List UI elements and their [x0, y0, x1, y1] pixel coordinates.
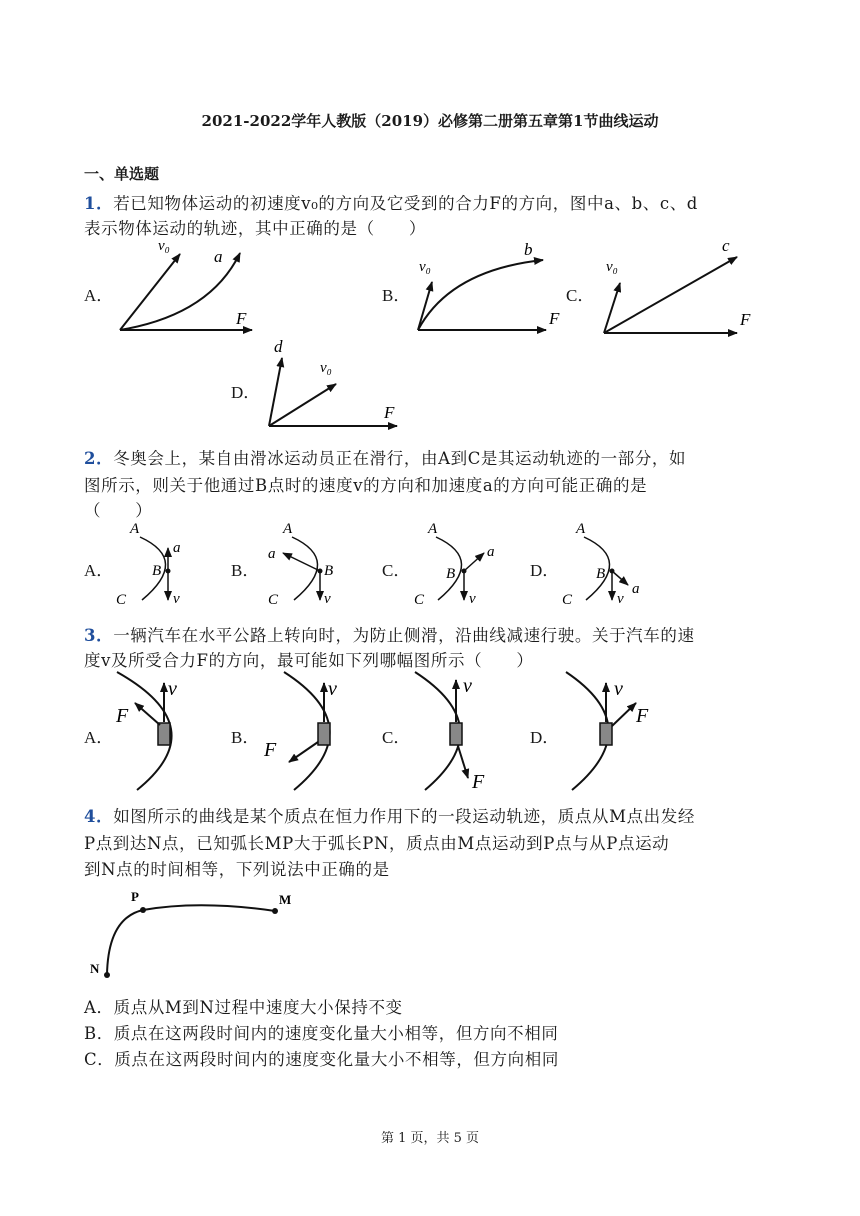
q2-b-a-label: a — [268, 546, 276, 562]
q2-option-b-label: B． — [231, 561, 260, 580]
q3-figure-a — [117, 672, 172, 790]
q3-option-d-label: D． — [530, 728, 560, 747]
q2-d-C-label: C — [562, 592, 573, 608]
q2-d-v-label: v — [617, 591, 624, 607]
q2-a-v-label: v — [173, 591, 180, 607]
q2-option-a-label: A． — [84, 561, 114, 580]
q2-text-line1: 冬奥会上，某自由滑冰运动员正在滑行，由A到C是其运动轨迹的一部分，如 — [113, 449, 687, 468]
q4-line1 — [84, 803, 695, 827]
q3-c-v-label: v — [463, 675, 472, 697]
q3-text-line1: 一辆汽车在水平公路上转向时，为防止侧滑，沿曲线减速行驶。关于汽车的速 — [113, 626, 695, 645]
q1-option-b-label: B． — [382, 286, 411, 305]
q2-b-C-label: C — [268, 592, 279, 608]
q2-a-a-label: a — [173, 540, 181, 556]
page-footer: 第 1 页，共 5 页 — [380, 1131, 480, 1146]
q2-c-a-label: a — [487, 544, 495, 560]
q1-figure-b — [418, 260, 546, 330]
q2-c-v-label: v — [469, 591, 476, 607]
q2-a-A-label: A — [130, 521, 140, 537]
page-title: 2021-2022学年人教版（2019）必修第二册第五章第1节曲线运动 — [201, 112, 659, 130]
q4-option-a: A．质点从M到N过程中速度大小保持不变 — [84, 998, 403, 1017]
q2-b-v-label: v — [324, 591, 331, 607]
q2-c-B-label: B — [446, 566, 456, 582]
q1-option-c-label: C． — [566, 286, 595, 305]
q3-d-F-label: F — [636, 705, 649, 727]
q3-text-line2: 度v及所受合力F的方向，最可能如下列哪幅图所示（ ） — [84, 651, 534, 670]
q2-a-B-label: B — [152, 563, 162, 579]
q2-a-C-label: C — [116, 592, 127, 608]
q4-number: 4． — [84, 807, 114, 826]
q1-a-a-label: a — [214, 247, 223, 266]
q4-text-line1: 如图所示的曲线是某个质点在恒力作用下的一段运动轨迹，质点从M点出发经 — [113, 807, 695, 826]
q3-b-F-label: F — [264, 739, 277, 761]
q4-text-line2: P点到达N点，已知弧长MP大于弧长PN，质点由M点运动到P点与从P点运动 — [84, 834, 670, 853]
q1-b-v0-label: v₀ — [419, 259, 431, 275]
q1-text-line1: 若已知物体运动的初速度v₀的方向及它受到的合力F的方向，图中a、b、c、d — [113, 194, 698, 213]
q1-c-F-label: F — [740, 310, 751, 329]
q1-a-v0-label: v₀ — [158, 238, 170, 254]
q3-a-v-label: v — [168, 678, 177, 700]
q4-N-label: N — [90, 961, 100, 976]
q1-a-F-label: F — [236, 309, 247, 328]
section-heading: 一、单选题 — [84, 165, 160, 183]
q3-number: 3． — [84, 626, 114, 645]
q1-figure-d — [269, 358, 397, 426]
q2-option-c-label: C． — [382, 561, 411, 580]
q3-c-F-label: F — [472, 771, 485, 793]
q1-b-F-label: F — [549, 309, 560, 328]
q1-c-v0-label: v₀ — [606, 259, 618, 275]
q1-option-a-label: A． — [84, 286, 114, 305]
q2-line1 — [84, 445, 686, 469]
q3-option-b-label: B． — [231, 728, 260, 747]
q4-figure — [104, 905, 278, 978]
q1-b-b-label: b — [524, 240, 533, 259]
q3-option-a-label: A． — [84, 728, 114, 747]
q4-option-b: B．质点在这两段时间内的速度变化量大小相等，但方向不相同 — [84, 1024, 559, 1043]
q3-figure-d — [566, 672, 636, 790]
q2-b-A-label: A — [283, 521, 293, 537]
q1-c-c-label: c — [722, 236, 730, 255]
q1-d-F-label: F — [384, 403, 395, 422]
q4-P-label: P — [131, 889, 139, 904]
q2-text-line2: 图所示，则关于他通过B点时的速度v的方向和加速度a的方向可能正确的是 — [84, 476, 648, 495]
q2-d-a-label: a — [632, 581, 640, 597]
q1-number: 1． — [84, 194, 114, 213]
q2-c-C-label: C — [414, 592, 425, 608]
q1-figure-a — [120, 253, 252, 330]
q2-d-B-label: B — [596, 566, 606, 582]
q4-option-c: C．质点在这两段时间内的速度变化量大小不相等，但方向相同 — [84, 1050, 559, 1069]
q1-option-d-label: D． — [231, 383, 261, 402]
q3-figure-c — [415, 672, 468, 790]
q2-c-A-label: A — [428, 521, 438, 537]
q3-option-c-label: C． — [382, 728, 411, 747]
q1-figure-c — [604, 257, 737, 333]
q4-M-label: M — [279, 892, 292, 907]
q1-d-d-label: d — [274, 337, 283, 356]
q1-d-v0-label: v₀ — [320, 360, 332, 376]
q3-a-F-label: F — [116, 705, 129, 727]
q2-number: 2． — [84, 449, 114, 468]
q3-b-v-label: v — [328, 678, 337, 700]
q2-figure-b — [283, 537, 323, 600]
q1-text-line2: 表示物体运动的轨迹，其中正确的是（ ） — [84, 219, 426, 238]
q3-figure-b — [284, 672, 330, 790]
q3-line1 — [84, 622, 695, 646]
q2-b-B-label: B — [324, 563, 334, 579]
q4-text-line3: 到N点的时间相等，下列说法中正确的是 — [84, 860, 390, 879]
q2-d-A-label: A — [576, 521, 586, 537]
q3-d-v-label: v — [614, 678, 623, 700]
q2-text-line3: （ ） — [84, 501, 153, 520]
q2-option-d-label: D． — [530, 561, 560, 580]
q2-figure-c — [436, 537, 484, 600]
